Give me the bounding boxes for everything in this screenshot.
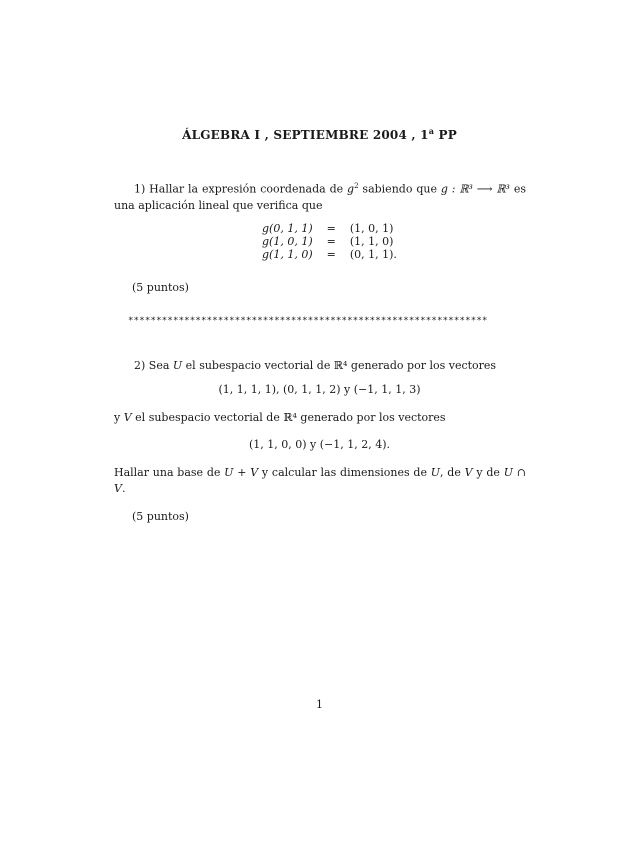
title-superscript: a (428, 126, 435, 136)
problem1-points: (5 puntos) (132, 281, 189, 294)
g-symbol: g (347, 182, 355, 196)
vectors-U: (1, 1, 1, 1), (0, 1, 1, 2) y (−1, 1, 1, 3) (218, 383, 421, 396)
R4-symbol: ℝ⁴ (283, 411, 297, 424)
equation-row (258, 222, 401, 235)
equation-rhs: (1, 0, 1) (349, 222, 394, 235)
problem2-line1 (114, 358, 526, 374)
p2-text-d: y (114, 411, 124, 424)
U-symbol: U (430, 466, 441, 479)
p2-text-b: el subespacio vectorial de (182, 359, 334, 372)
equation-rel: = (326, 235, 336, 248)
equation-lhs: g(1, 0, 1) (262, 235, 313, 248)
p2-text-e: el subespacio vectorial de (131, 411, 284, 424)
exam-title (0, 126, 639, 142)
equation-lhs: g(0, 1, 1) (262, 222, 313, 235)
equation-row (258, 235, 401, 248)
p2-text-g: Hallar una base de (114, 466, 225, 479)
U-plus-V: U + V (224, 466, 259, 479)
problem2-points: (5 puntos) (132, 510, 189, 523)
equation-rhs: (1, 1, 0) (349, 235, 394, 248)
p2-text-a: 2) Sea (134, 359, 173, 372)
p2-text-k: . (121, 482, 126, 495)
equation-system (258, 222, 401, 261)
problem1-text-a: 1) Hallar la expresión coordenada de (134, 182, 348, 196)
equation-rel: = (326, 248, 336, 261)
p2-text-h: y calcular las dimensiones de (258, 466, 431, 479)
problem1-statement (114, 178, 526, 214)
equation-rhs: (0, 1, 1). (349, 248, 397, 261)
R4-symbol: ℝ⁴ (333, 359, 348, 372)
V-symbol: V (464, 466, 473, 479)
problem2-line2 (114, 410, 526, 426)
vectors-V: (1, 1, 0, 0) y (−1, 1, 2, 4). (248, 438, 391, 451)
p2-text-c: generado por los vectores (347, 359, 497, 372)
separator-line: **************************************************************** (128, 316, 488, 326)
equation-row (258, 248, 401, 261)
title-text: ÁLGEBRA I , SEPTIEMBRE 2004 , 1 (182, 128, 429, 142)
problem1-text-b: sabiendo que (358, 182, 441, 196)
U-cap-V: U ∩ V (114, 466, 526, 495)
V-symbol: V (123, 411, 132, 424)
problem2-line3 (114, 465, 526, 497)
equation-rel: = (326, 222, 336, 235)
equation-lhs: g(1, 1, 0) (262, 248, 313, 261)
p2-text-j: y de (472, 466, 504, 479)
p2-text-i: , de (440, 466, 465, 479)
page-number: 1 (316, 698, 323, 711)
map-definition: g : ℝ³ ⟶ ℝ³ (440, 182, 510, 196)
problem1-text-c: es una aplicación lineal que verifica que (114, 182, 526, 212)
title-tail: PP (434, 128, 457, 142)
U-symbol: U (172, 359, 183, 372)
g-exponent: 2 (354, 182, 359, 190)
p2-text-f: generado por los vectores (296, 411, 446, 424)
